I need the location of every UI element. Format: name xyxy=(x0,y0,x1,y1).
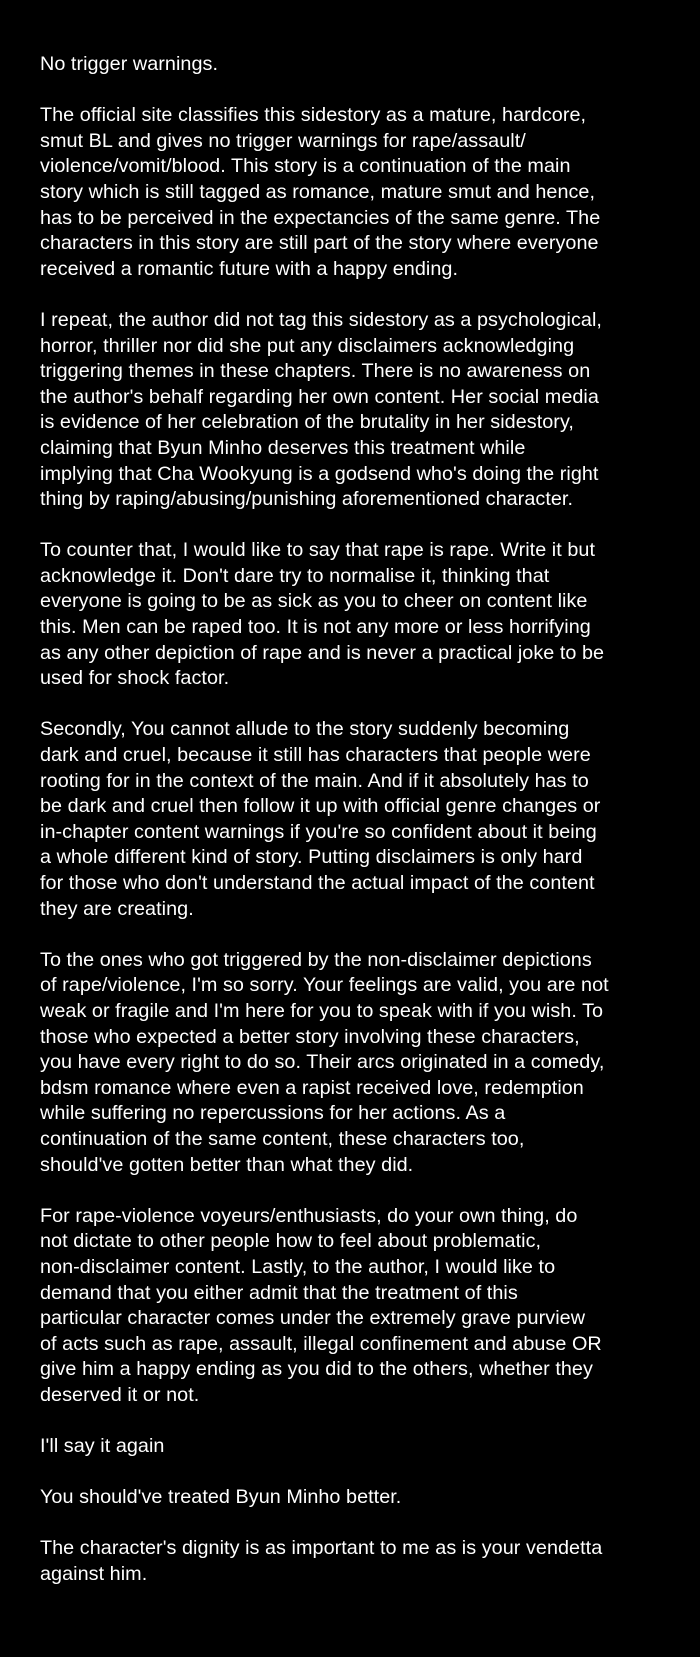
paragraph-to-the-triggered: To the ones who got triggered by the non-disclaimer depictions of rape/violence, I'm so sorry. Your feelings are valid, you are not weak or fragile and I'm here for you to speak with if you wish. To those who expected a better story involving these characters, you have every right to do so. Their arcs originated in a comedy, bdsm romance where even a rapist received love, redemption while suffering no repercussions for her actions. As a continuation of the same content, these characters too, should've gotten better than what they did. xyxy=(40,948,609,1176)
paragraph-no-trigger-warnings: No trigger warnings. xyxy=(40,53,219,75)
paragraph-to-voyeurs-and-author: For rape-violence voyeurs/enthusiasts, do your own thing, do not dictate to other people how to feel about problematic, non-disclaimer content. Lastly, to the author, I would like to demand that you either admit that the treatment of this particular character comes under the extremely grave purview of acts such as rape, assault, illegal confinement and abuse OR give him a happy ending as you did to the others, whether they deserved it or not. xyxy=(40,1204,602,1406)
paragraph-say-it-again: I'll say it again xyxy=(40,1435,165,1458)
paragraph-author-did-not-tag: I repeat, the author did not tag this sidestory as a psychological, horror, thriller nor did she put any disclaimers acknowledging triggering themes in these chapters. There is no awareness on the author's behalf regarding her own content. Her social media is evidence of her celebration of the brutality in her sidestory, claiming that Byun Minho deserves this treatment while implying that Cha Wookyung is a godsend who's doing the right thing by raping/abusing/punishing aforementioned character. xyxy=(40,308,602,511)
document-body xyxy=(40,52,670,1588)
paragraph-rape-is-rape: To counter that, I would like to say that rape is rape. Write it but acknowledge it. Don't dare try to normalise it, thinking that everyone is going to be as sick as you to cheer on content like this. Men can be raped too. It is not any more or less horrifying as any other depiction of rape and is never a practical joke to be used for shock factor. xyxy=(40,539,605,690)
paragraph-dark-and-cruel: Secondly, You cannot allude to the story suddenly becoming dark and cruel, because it still has characters that people were rooting for in the context of the main. And if it absolutely has to be dark and cruel then follow it up with official genre changes or in-chapter content warnings if you're so confident about it being a whole different kind of story. Putting disclaimers is only hard for those who don't understand the actual impact of the content they are creating. xyxy=(40,718,601,920)
paragraph-treated-better: You should've treated Byun Minho better. xyxy=(40,1486,402,1509)
paragraph-official-site-classification: The official site classifies this sidestory as a mature, hardcore, smut BL and gives no trigger warnings for rape/assault/ violence/vomit/blood. This story is a continuation of the main story which is still tagged as romance, mature smut and hence, has to be perceived in the expectancies of the same genre. The characters in this story are still part of the story where everyone received a romantic future with a happy ending. xyxy=(40,104,601,280)
paragraph-character-dignity: The character's dignity is as important to me as is your vendetta against him. xyxy=(40,1537,603,1586)
